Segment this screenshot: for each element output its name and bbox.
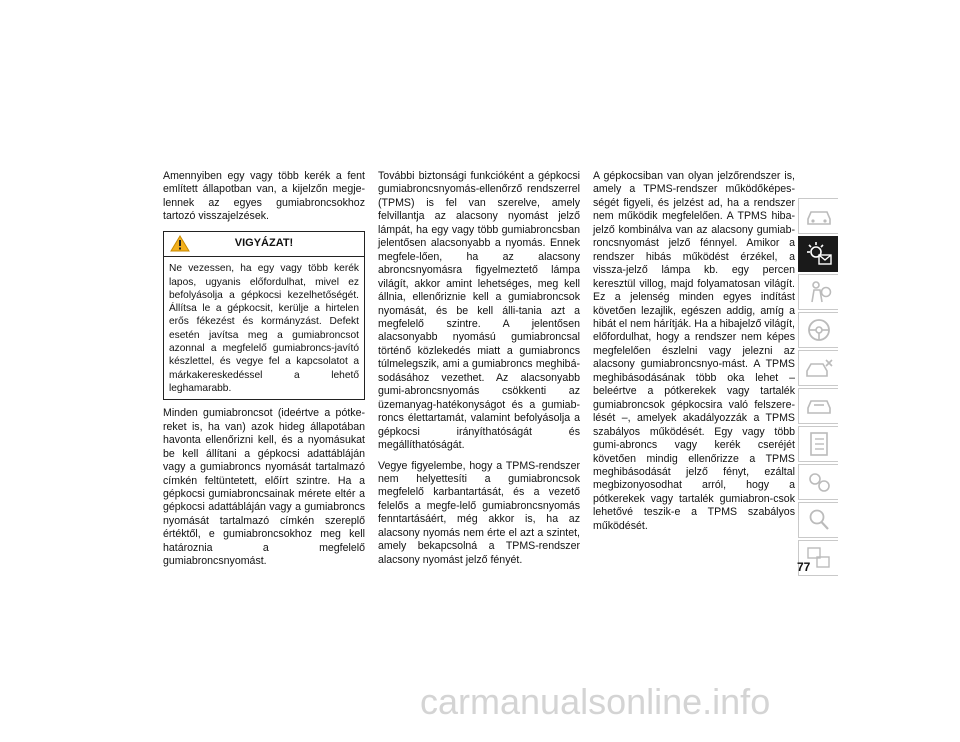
chapter-tabs (798, 198, 838, 578)
car-crash-icon (804, 356, 834, 380)
tab-index-search[interactable] (798, 502, 838, 538)
caution-header (164, 232, 364, 257)
paragraph: Amennyiben egy vagy több kerék a fent említett állapotban van, a kijelzőn megje-lennek az egyes gumiabroncsokhoz tartozó visszajelzések. (163, 170, 365, 223)
paragraph: Minden gumiabroncsot (ideértve a pótke-reket is, ha van) azok hideg állapotában havonta ellenőrizni kell, és a nyomásukat be kell állítani a gépkocsi adattábláján vagy a gumiabroncs nyomását tartalmazó címkén feltüntetett, előírt szintre. Ha a gépkocsi gumiabroncsainak mérete eltér a gépkocsi adattábláján vagy a gumiabroncs nyomását tartalmazó címkén szereplő értéktől, e gumiabroncsokhoz meg kell határoznia a megfelelő gumiabroncsnyomást. (163, 407, 365, 568)
paragraph: A gépkocsiban van olyan jelzőrendszer is, amely a TPMS-rendszer működőképes-ségét figyeli, és jelzést ad, ha a rendszer nem működik megfelelően. A TPMS hiba-jelző kombinálva van az alacsony gumiab-roncsnyomást jelző fénnyel. Amikor a rendszer hibás működést érzékel, a vissza-jelző lámpa kb. egy percen keresztül villog, majd folyamatosan világít. Ez a jelenség minden egyes indítást követően lezajlik, egészen addig, amíg a hibát el nem hárítják. Ha a hibajelző világít, előfordulhat, hogy a rendszer nem képes megfelelően észlelni vagy jelezni az alacsony gumiabroncsnyo-mást. A TPMS meghibásodásának több oka lehet – beleértve a pótkerekek vagy tartalék gumiabroncsok gépkocsira való felszere-lését –, amelyek akadályozzák a TPMS szabályos működését. Egy vagy több gumi-abroncs vagy kerék cseréjét követően mindig ellenőrizze a TPMS meghibásodását jelző fényt, ezáltal megbizonyosodhat arról, hogy a pótkerekek vagy tartalék gumiabron-csok lehetővé teszik-e a TPMS szabályos működését. (593, 170, 795, 532)
maintenance-checklist-icon (807, 431, 831, 457)
paragraph: Vegye figyelembe, hogy a TPMS-rendszer nem helyettesíti a gumiabroncsok megfelelő karbantartását, és a vezető felelős a megfe-lelő gumiabroncsnyomás fenntartásáért, még akkor is, ha az alacsony nyomás nem érte el azt a szintet, amely bekapcsolná a TPMS-rendszer alacsony nyomást jelző fényét. (378, 459, 580, 566)
specifications-icon (805, 469, 833, 495)
tab-car-tools[interactable] (798, 388, 838, 424)
column-3 (593, 170, 795, 540)
watermark: carmanualsonline.info (420, 681, 771, 722)
steering-wheel-icon (806, 317, 832, 343)
tab-car-crash[interactable] (798, 350, 838, 386)
warning-triangle-icon (170, 235, 190, 252)
tab-steering-wheel[interactable] (798, 312, 838, 348)
airbag-safety-icon (805, 280, 833, 304)
car-dashboard-icon (805, 205, 833, 227)
warning-lights-icon (804, 241, 834, 267)
caution-text: Ne vezessen, ha egy vagy több kerék lapos, ugyanis előfordulhat, mivel ez befolyásolja a gépkocsi kezelhetőségét. Állítsa le a gépkocsit, kerülje a hirtelen erős fékezést és kormányzást. Defekt esetén javítsa meg a gumiabroncsot azonnal a megfelelő gumiabroncs-javító készlettel, és vegye fel a kapcsolatot a márkakereskedéssel a lehető leghamarabb. (169, 263, 359, 394)
column-2 (378, 170, 580, 574)
tab-specifications[interactable] (798, 464, 838, 500)
paragraph: További biztonsági funkcióként a gépkocsi gumiabroncsnyomás-ellenőrző rendszerrel (TPMS) is fel van szerelve, amely felvillantja az alacsony nyomást jelző lámpát, ha egy vagy több gumiabroncsban jelentősen alacsonyabb a nyomás. Ennek megfele-lően, ha az alacsony abroncsnyomásra figyelmeztető lámpa világít, akkor amint lehetséges, meg kell állnia, ellenőriznie kell a gumiabroncsok nyomását, és be kell álli-tania azt a megfelelő szintre. A jelentősen alacsonyabb nyomású gumiabroncsal történő közlekedés miatt a gumiabroncs túlmelegszik, ami a gumiabroncs meghibá-sodásához vezethet. Az alacsonyabb gumi-abroncsnyomás csökkenti az üzemanyag-hatékonyságot és a gumiab-roncs élettartamát, valamint befolyásolja a gépkocsi irányíthatóságát és megállíthatóságát. (378, 170, 580, 452)
caution-box (163, 231, 365, 400)
column-1 (163, 170, 365, 576)
tab-warning-lights[interactable] (798, 236, 838, 272)
index-search-icon (806, 507, 832, 533)
tab-airbag-safety[interactable] (798, 274, 838, 310)
caution-title: VIGYÁZAT! (234, 236, 294, 249)
tab-maintenance-checklist[interactable] (798, 426, 838, 462)
tab-car-dashboard[interactable] (798, 198, 838, 234)
page-number: 77 (797, 560, 811, 574)
car-tools-icon (805, 394, 833, 418)
